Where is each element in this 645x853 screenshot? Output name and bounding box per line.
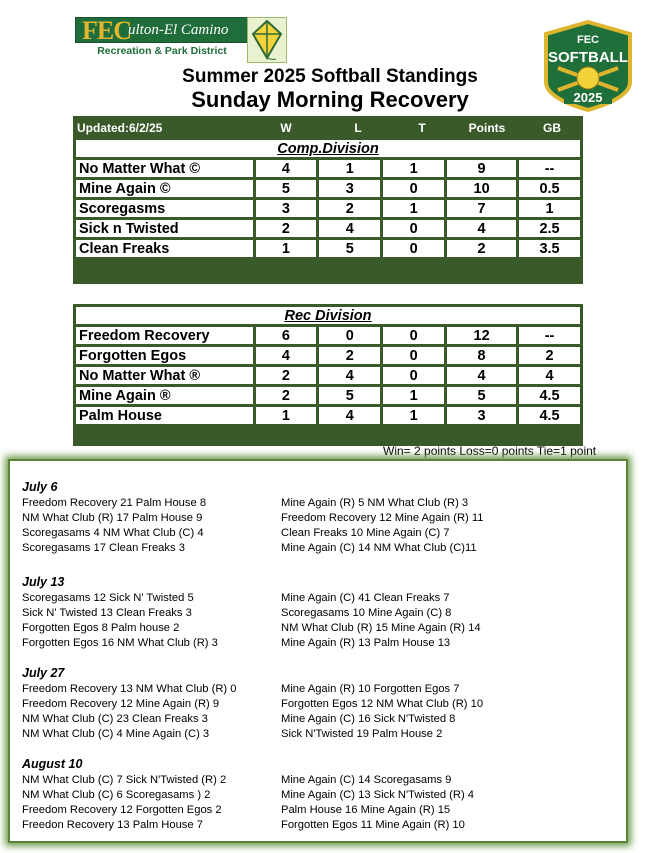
losses: 2 <box>319 347 380 364</box>
game-result: Forgotten Egos 16 NM What Club (R) 3 <box>22 637 218 649</box>
losses: 4 <box>319 220 380 237</box>
standings-row <box>76 200 580 217</box>
badge-top-text: FEC <box>577 34 599 46</box>
points: 4 <box>447 367 516 384</box>
game-date: August 10 <box>22 757 83 771</box>
ties: 0 <box>383 180 444 197</box>
ties: 0 <box>383 220 444 237</box>
ties: 0 <box>383 347 444 364</box>
wins: 1 <box>256 407 317 424</box>
col-gb: GB <box>543 121 561 135</box>
team-name: No Matter What © <box>76 160 253 177</box>
wins: 5 <box>256 180 317 197</box>
points: 10 <box>447 180 516 197</box>
game-result: Freedom Recovery 21 Palm House 8 <box>22 497 207 509</box>
losses: 4 <box>319 407 380 424</box>
wins: 4 <box>256 160 317 177</box>
game-result: Scoregasams 17 Clean Freaks 3 <box>22 542 185 554</box>
games-back: 2.5 <box>519 220 580 237</box>
losses: 2 <box>319 200 380 217</box>
game-result: Forgotten Egos 8 Palm house 2 <box>22 622 180 634</box>
game-result: Sick N' Twisted 13 Clean Freaks 3 <box>22 607 192 619</box>
league-name: Sunday Morning Recovery <box>191 87 469 112</box>
points: 9 <box>447 160 516 177</box>
game-result: NM What Club (R) 17 Palm House 9 <box>22 512 203 524</box>
losses: 4 <box>319 367 380 384</box>
game-result: Forgotten Egos 11 Mine Again (R) 10 <box>281 819 465 831</box>
updated-label: Updated:6/2/25 <box>77 121 163 135</box>
losses: 5 <box>319 240 380 257</box>
ties: 0 <box>383 367 444 384</box>
wins: 6 <box>256 327 317 344</box>
standings-row <box>76 220 580 237</box>
game-result: Palm House 16 Mine Again (R) 15 <box>281 804 451 816</box>
team-name: Palm House <box>76 407 253 424</box>
rec-division-title: Rec Division <box>76 307 580 324</box>
standings-row <box>76 407 580 424</box>
wins: 1 <box>256 240 317 257</box>
standings-row <box>76 387 580 404</box>
game-result: NM What Club (C) 4 Mine Again (C) 3 <box>22 728 210 740</box>
team-name: Sick n Twisted <box>76 220 253 237</box>
losses: 0 <box>319 327 380 344</box>
games-back: 4.5 <box>519 407 580 424</box>
game-result: Mine Again (R) 5 NM What Club (R) 3 <box>281 497 469 509</box>
ties: 1 <box>383 407 444 424</box>
wins: 2 <box>256 387 317 404</box>
games-back: -- <box>519 327 580 344</box>
game-result: Scoregasams 10 Mine Again (C) 8 <box>281 607 452 619</box>
ties: 0 <box>383 327 444 344</box>
game-result: Mine Again (C) 41 Clean Freaks 7 <box>281 592 450 604</box>
points: 2 <box>447 240 516 257</box>
game-result: NM What Club (C) 7 Sick N'Twisted (R) 2 <box>22 774 227 786</box>
games-back: 0.5 <box>519 180 580 197</box>
team-name: Scoregasms <box>76 200 253 217</box>
games-back: -- <box>519 160 580 177</box>
game-result: Mine Again (C) 16 Sick N'Twisted 8 <box>281 713 456 725</box>
standings-row <box>76 347 580 364</box>
game-result: Mine Again (C) 13 Sick N'Twisted (R) 4 <box>281 789 475 801</box>
fec-logo <box>75 17 285 63</box>
standings-row <box>76 240 580 257</box>
game-result: Mine Again (C) 14 Scoregasams 9 <box>281 774 452 786</box>
ties: 1 <box>383 160 444 177</box>
game-result: Freedom Recovery 13 NM What Club (R) 0 <box>22 683 237 695</box>
wins: 2 <box>256 220 317 237</box>
wins: 3 <box>256 200 317 217</box>
standings-row <box>76 160 580 177</box>
game-result: Scoregasams 4 NM What Club (C) 4 <box>22 527 204 539</box>
softball-badge <box>540 20 636 112</box>
games-back: 1 <box>519 200 580 217</box>
standings-row <box>76 327 580 344</box>
col-l: L <box>354 121 362 135</box>
team-name: Forgotten Egos <box>76 347 253 364</box>
game-result: Freedom Recovery 12 Mine Again (R) 9 <box>22 698 220 710</box>
col-points: Points <box>468 121 506 135</box>
game-result: NM What Club (C) 23 Clean Freaks 3 <box>22 713 208 725</box>
game-result: Scoregasams 12 Sick N' Twisted 5 <box>22 592 194 604</box>
points: 12 <box>447 327 516 344</box>
ties: 1 <box>383 200 444 217</box>
game-result: Freedom Recovery 12 Forgotten Egos 2 <box>22 804 222 816</box>
game-result: Mine Again (R) 13 Palm House 13 <box>281 637 451 649</box>
team-name: Freedom Recovery <box>76 327 253 344</box>
comp-division-table <box>73 116 583 284</box>
team-name: Mine Again ® <box>76 387 253 404</box>
fec-logo-banner <box>75 17 249 43</box>
games-back: 4.5 <box>519 387 580 404</box>
ties: 1 <box>383 387 444 404</box>
losses: 3 <box>319 180 380 197</box>
col-t: T <box>418 121 426 135</box>
kite-icon <box>247 17 287 63</box>
rec-division-table <box>73 304 583 446</box>
game-result: Mine Again (R) 10 Forgotten Egos 7 <box>281 683 460 695</box>
game-date: July 13 <box>22 575 65 589</box>
results-panel <box>10 461 626 841</box>
points: 4 <box>447 220 516 237</box>
game-result: Mine Again (C) 14 NM What Club (C)11 <box>281 542 477 554</box>
games-back: 3.5 <box>519 240 580 257</box>
team-name: No Matter What ® <box>76 367 253 384</box>
game-result: Freedom Recovery 12 Mine Again (R) 11 <box>281 512 484 524</box>
losses: 1 <box>319 160 380 177</box>
game-result: Forgotten Egos 12 NM What Club (R) 10 <box>281 698 484 710</box>
standings-row <box>76 180 580 197</box>
game-date: July 6 <box>22 480 58 494</box>
points: 5 <box>447 387 516 404</box>
fec-logo-letters: FEC <box>82 16 131 45</box>
standings-row <box>76 367 580 384</box>
page-title: Summer 2025 Softball Standings <box>182 66 478 87</box>
comp-division-title: Comp.Division <box>76 140 580 157</box>
badge-middle-text: SOFTBALL <box>548 49 628 66</box>
losses: 5 <box>319 387 380 404</box>
games-back: 4 <box>519 367 580 384</box>
game-result: Sick N'Twisted 19 Palm House 2 <box>281 728 443 740</box>
points: 7 <box>447 200 516 217</box>
game-result: Clean Freaks 10 Mine Again (C) 7 <box>281 527 450 539</box>
ties: 0 <box>383 240 444 257</box>
games-back: 2 <box>519 347 580 364</box>
badge-year-text: 2025 <box>573 90 603 105</box>
points: 3 <box>447 407 516 424</box>
wins: 4 <box>256 347 317 364</box>
points: 8 <box>447 347 516 364</box>
col-w: W <box>280 121 292 135</box>
fec-logo-subtitle: Recreation & Park District <box>97 45 227 57</box>
wins: 2 <box>256 367 317 384</box>
game-date: July 27 <box>22 666 65 680</box>
team-name: Clean Freaks <box>76 240 253 257</box>
game-result: NM What Club (R) 15 Mine Again (R) 14 <box>281 622 481 634</box>
game-result: NM What Club (C) 6 Scoregasams ) 2 <box>22 789 211 801</box>
team-name: Mine Again © <box>76 180 253 197</box>
fec-logo-name: ulton-El Camino <box>128 22 229 38</box>
game-result: Freedon Recovery 13 Palm House 7 <box>22 819 203 831</box>
points-legend: Win= 2 points Loss=0 points Tie=1 point <box>383 444 597 458</box>
